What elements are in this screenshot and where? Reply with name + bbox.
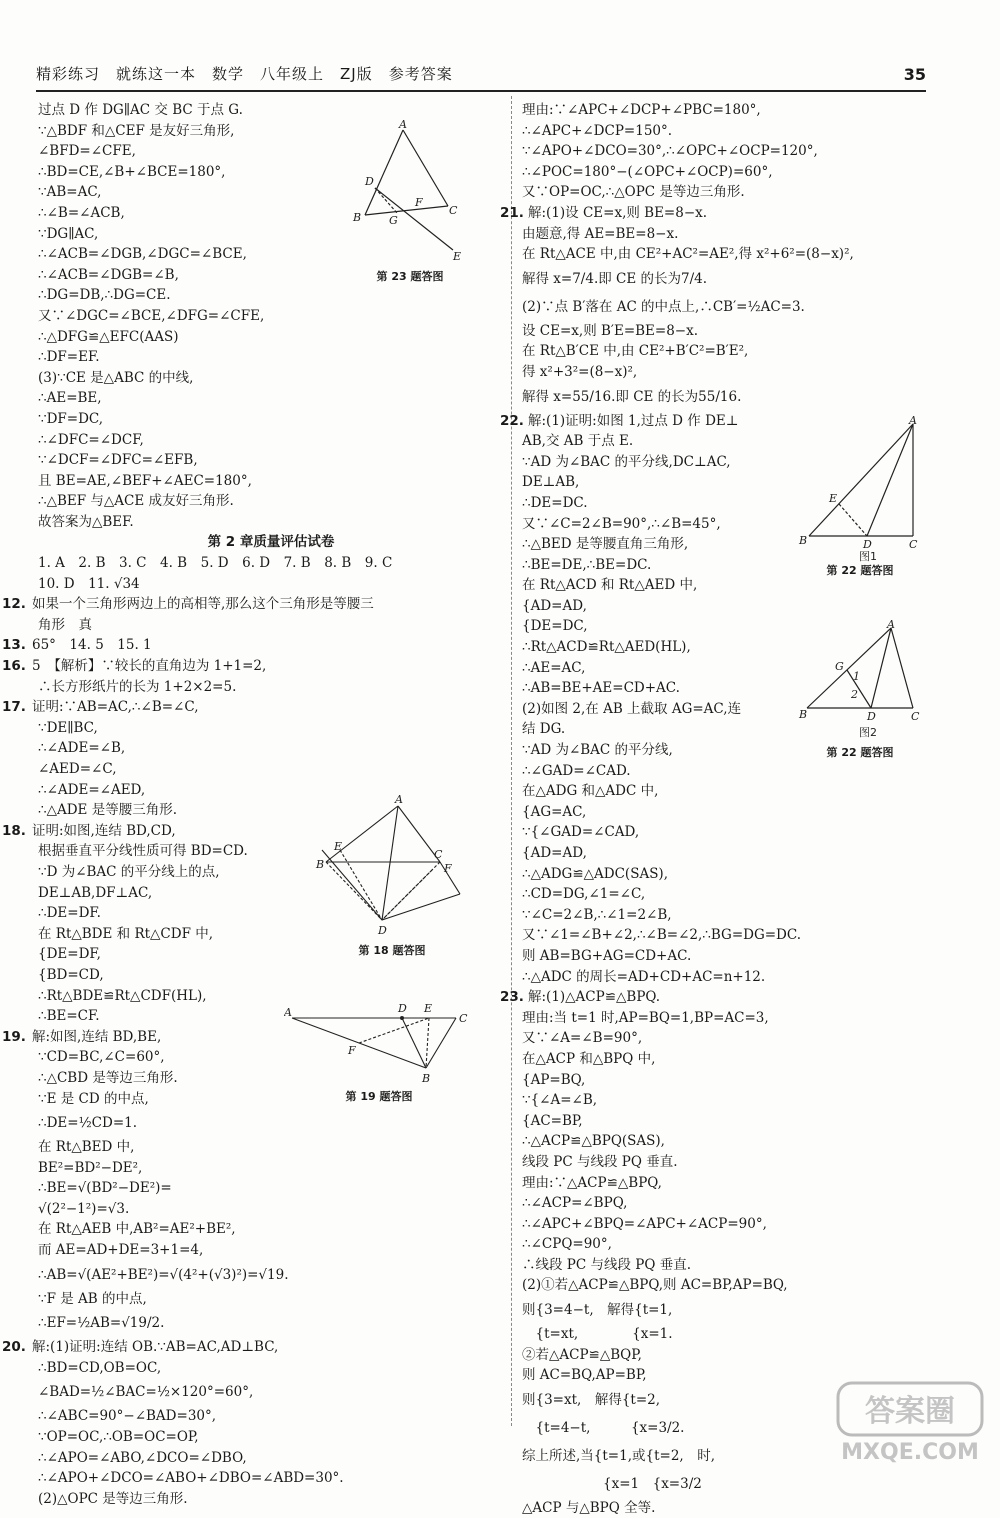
line-text: {AD=AD, xyxy=(522,597,587,614)
line-text: DE⊥AB, xyxy=(522,474,580,491)
line-text: (2)如图 2,在 AB 上截取 AG=AC,连 xyxy=(522,700,742,717)
text-line xyxy=(522,383,962,411)
fig22a-label-D: D xyxy=(863,538,872,551)
text-line xyxy=(522,946,962,967)
figure-22-2-drawing xyxy=(795,618,925,744)
text-line xyxy=(522,1173,962,1194)
text-line xyxy=(38,409,504,430)
text-line xyxy=(38,1199,504,1220)
figure-18-drawing xyxy=(312,792,472,942)
fig18-label-B: B xyxy=(316,858,325,871)
line-text: ∴线段 PC 与线段 PQ 垂直. xyxy=(522,1256,692,1273)
fig22b-label-2: 2 xyxy=(851,688,858,701)
text-line xyxy=(522,596,962,617)
header-title: 精彩练习 就练这一本 数学 八年级上 ZJ版 参考答案 xyxy=(36,65,453,83)
line-text: ∴AB=BE+AE=CD+AC. xyxy=(522,680,680,697)
text-line xyxy=(38,1378,504,1406)
fig22a-sub: 图1 xyxy=(859,550,877,562)
line-text: (2)△OPC 是等边三角形. xyxy=(38,1490,188,1507)
fig19-label-A: A xyxy=(284,1006,292,1019)
watermark-text-1: 答案圈 xyxy=(865,1394,955,1429)
text-line xyxy=(522,575,962,596)
figure-18-caption: 第 18 题答图 xyxy=(358,944,426,957)
text-line xyxy=(522,864,962,885)
fig22b-label-G: G xyxy=(835,660,844,673)
fig22b-label-A: A xyxy=(887,618,895,631)
text-line xyxy=(38,1309,504,1337)
text-line xyxy=(522,244,962,265)
text-line xyxy=(522,162,962,183)
line-text: 证明:∵AB=AC,∴∠B=∠C, xyxy=(32,699,199,716)
line-text: ∴AE=AC, xyxy=(522,659,586,676)
text-line xyxy=(522,781,962,802)
text-line xyxy=(522,802,962,823)
line-text: ∵∠C=2∠B,∴∠1=2∠B, xyxy=(522,906,672,923)
line-text: (2)∵点 B′落在 AC 的中点上,∴CB′=½AC=3. xyxy=(522,298,805,315)
line-text: ∴∠B=∠ACB, xyxy=(38,204,125,221)
line-text: ∴BD=CE,∠B+∠BCE=180°, xyxy=(38,163,226,180)
line-text: 在△ADG 和△ADC 中, xyxy=(522,783,659,800)
text-line xyxy=(522,905,962,926)
text-line xyxy=(38,553,504,574)
text-line xyxy=(522,1296,962,1324)
text-line xyxy=(522,1193,962,1214)
line-text: 又∵∠DGC=∠BCE,∠DFG=∠CFE, xyxy=(38,307,265,324)
line-text: ∵D 为∠BAC 的平分线上的点, xyxy=(38,863,220,880)
problem-number: 13. xyxy=(2,637,26,654)
figure-22-caption-1: 第 22 题答图 xyxy=(826,564,894,577)
text-line xyxy=(38,574,504,595)
line-text: 则 AB=BG+AG=CD+AC. xyxy=(522,947,692,964)
fig18-label-C: C xyxy=(434,848,443,861)
text-line xyxy=(2,697,504,718)
text-line xyxy=(522,761,962,782)
line-text: ∴△ADC 的周长=AD+CD+AC=n+12. xyxy=(522,968,766,985)
text-line xyxy=(38,388,504,409)
text-line xyxy=(38,430,504,451)
line-text: 证明:如图,连结 BD,CD, xyxy=(32,822,176,839)
fig19-label-D: D xyxy=(398,1002,407,1015)
text-line xyxy=(38,677,504,698)
text-line xyxy=(38,368,504,389)
fig22b-label-C: C xyxy=(911,710,920,723)
figure-19-caption: 第 19 题答图 xyxy=(345,1090,413,1103)
line-text: ∴DE=½CD=1. xyxy=(38,1115,138,1132)
line-text: 解得 x=7/4.即 CE 的长为7/4. xyxy=(522,270,708,287)
fig19-label-C: C xyxy=(459,1012,468,1025)
text-line xyxy=(522,182,962,203)
text-line xyxy=(522,121,962,142)
section-title xyxy=(38,532,504,553)
text-line xyxy=(522,1131,962,1152)
text-line xyxy=(38,1427,504,1448)
line-text: ∴∠ADE=∠AED, xyxy=(38,781,146,798)
text-line xyxy=(522,1345,962,1366)
line-text: ∴BE=DE,∴BE=DC. xyxy=(522,556,652,573)
line-text: ∵DG∥AC, xyxy=(38,225,99,242)
watermark-text-2: MXQE.COM xyxy=(841,1440,979,1465)
line-text: 则{3=4−t, 解得{t=1, xyxy=(522,1302,673,1319)
problem-number: 19. xyxy=(2,1028,26,1045)
text-line xyxy=(522,1070,962,1091)
text-line xyxy=(38,285,504,306)
fig22a-label-C: C xyxy=(909,538,918,551)
line-text: 故答案为△BEF. xyxy=(38,513,134,530)
line-text: 结 DG. xyxy=(522,721,566,738)
fig19-label-E: E xyxy=(424,1002,433,1015)
fig23-label-E: E xyxy=(453,250,462,263)
line-text: ∵{∠A=∠B, xyxy=(522,1092,598,1109)
line-text: 而 AE=AD+DE=3+1=4, xyxy=(38,1242,204,1259)
line-text: {x=1 {x=3/2 xyxy=(522,1475,702,1492)
text-line xyxy=(522,1275,962,1296)
line-text: 如果一个三角形两边上的高相等,那么这个三角形是等腰三 xyxy=(32,596,374,613)
problem-number: 12. xyxy=(2,596,26,613)
line-text: ∴∠ACB=∠DGB=∠B, xyxy=(38,266,179,283)
line-text: 10. D 11. √34 xyxy=(38,575,140,592)
page-header xyxy=(36,58,926,92)
line-text: 角形 真 xyxy=(38,616,92,633)
line-text: {BD=CD, xyxy=(38,966,104,983)
problem-number: 23. xyxy=(500,989,524,1006)
text-line xyxy=(522,321,962,342)
line-text: ∴△BEF 与△ACE 成友好三角形. xyxy=(38,493,234,510)
text-line xyxy=(38,327,504,348)
line-text: ∴DF=EF. xyxy=(38,349,100,366)
fig22a-label-A: A xyxy=(909,416,917,427)
text-line xyxy=(522,265,962,293)
figure-18 xyxy=(312,792,472,958)
text-line xyxy=(2,635,504,656)
line-text: ∴EF=½AB=√19/2. xyxy=(38,1315,165,1332)
line-text: ∴∠APC+∠BPQ=∠APC+∠ACP=90°, xyxy=(522,1215,767,1232)
line-text: ∵AD 为∠BAC 的平分线, xyxy=(522,742,673,759)
text-line xyxy=(38,1219,504,1240)
line-text: ∵F 是 AB 的中点, xyxy=(38,1290,147,1307)
text-line xyxy=(522,1324,962,1345)
line-text: {AP=BQ, xyxy=(522,1071,586,1088)
fig23-label-B: B xyxy=(353,211,362,224)
line-text: {t=xt, {x=1. xyxy=(522,1326,673,1343)
text-line xyxy=(38,347,504,368)
text-line xyxy=(522,1234,962,1255)
line-text: ∴∠DFC=∠DCF, xyxy=(38,431,144,448)
line-text: 设 CE=x,则 B′E=BE=8−x. xyxy=(522,322,699,339)
line-text: 理由:当 t=1 时,AP=BQ=1,BP=AC=3, xyxy=(522,1009,769,1026)
figure-22-caption-2: 第 22 题答图 xyxy=(826,746,894,759)
text-line xyxy=(522,1111,962,1132)
line-text: ∴△BED 是等腰直角三角形, xyxy=(522,536,689,553)
line-text: ∵DE∥BC, xyxy=(38,719,98,736)
problem-number: 18. xyxy=(2,822,26,839)
text-line xyxy=(522,1214,962,1235)
line-text: ∴BE=√(BD²−DE²)= xyxy=(38,1180,172,1197)
line-text: 在 Rt△BED 中, xyxy=(38,1139,135,1156)
figure-23-drawing xyxy=(345,118,475,268)
text-line xyxy=(522,1470,962,1498)
text-line xyxy=(38,1178,504,1199)
fig22a-label-B: B xyxy=(799,534,808,547)
line-text: ∴∠ABC=90°−∠BAD=30°, xyxy=(38,1408,217,1425)
line-text: {DE=DF, xyxy=(38,946,101,963)
fig23-label-C: C xyxy=(449,204,458,217)
text-line xyxy=(38,1261,504,1289)
line-text: {AG=AC, xyxy=(522,803,587,820)
text-line xyxy=(38,491,504,512)
text-line xyxy=(500,203,962,224)
line-text: 又∵∠1=∠B+∠2,∴∠B=∠2,∴BG=DG=DC. xyxy=(522,927,802,944)
text-line xyxy=(2,1337,504,1358)
line-text: 解得 x=55/16.即 CE 的长为55/16. xyxy=(522,388,742,405)
line-text: 理由:∵∠APC+∠DCP+∠PBC=180°, xyxy=(522,102,761,118)
line-text: ∴∠ACB=∠DGB,∠DGC=∠BCE, xyxy=(38,246,247,263)
line-text: ∴∠CPQ=90°, xyxy=(522,1236,612,1253)
line-text: 在 Rt△ACE 中,由 CE²+AC²=AE²,得 x²+6²=(8−x)², xyxy=(522,246,854,263)
line-text: √(2²−1²)=√3. xyxy=(38,1200,130,1217)
line-text: 又∵∠C=2∠B=90°,∴∠B=45°, xyxy=(522,515,721,532)
line-text: BE²=BD²−DE², xyxy=(38,1159,143,1176)
text-line xyxy=(38,1406,504,1427)
text-line xyxy=(522,100,962,121)
problem-number: 16. xyxy=(2,658,26,675)
problem-number: 17. xyxy=(2,699,26,716)
line-text: ∴CD=DG,∠1=∠C, xyxy=(522,886,646,903)
fig22b-sub: 图2 xyxy=(859,726,877,739)
fig23-label-G: G xyxy=(389,214,398,227)
fig18-label-F: F xyxy=(444,862,452,875)
line-text: ∴△ACP≌△BPQ(SAS), xyxy=(522,1133,665,1150)
text-line xyxy=(522,1049,962,1070)
line-text: ∴∠ADE=∠B, xyxy=(38,740,126,757)
text-line xyxy=(522,884,962,905)
text-line xyxy=(38,1289,504,1310)
fig18-label-A: A xyxy=(395,793,403,806)
line-text: 在△ACP 和△BPQ 中, xyxy=(522,1050,656,1067)
text-line xyxy=(522,362,962,383)
fig23-label-D: D xyxy=(365,175,374,188)
text-line xyxy=(500,987,962,1008)
line-text: DE⊥AB,DF⊥AC, xyxy=(38,884,153,901)
line-text: {DE=DC, xyxy=(522,618,588,635)
line-text: ∵△BDF 和△CEF 是友好三角形, xyxy=(38,122,235,139)
line-text: ∴Rt△BDE≌Rt△CDF(HL), xyxy=(38,987,207,1004)
line-text: 解:(1)设 CE=x,则 BE=8−x. xyxy=(528,204,708,221)
text-line xyxy=(38,738,504,759)
text-line xyxy=(2,594,504,615)
text-line xyxy=(38,306,504,327)
line-text: ∵E 是 CD 的中点, xyxy=(38,1090,149,1107)
line-text: ∴∠APO+∠DCO=∠ABO+∠DBO=∠ABD=30°. xyxy=(38,1470,344,1487)
text-line xyxy=(522,224,962,245)
line-text: 解:(1)证明:如图 1,过点 D 作 DE⊥ xyxy=(528,412,739,429)
fig23-label-F: F xyxy=(415,196,423,209)
text-line xyxy=(38,1448,504,1469)
fig19-label-B: B xyxy=(422,1072,431,1085)
fig19-label-F: F xyxy=(348,1044,356,1057)
line-text: 又∵OP=OC,∴△OPC 是等边三角形. xyxy=(522,184,745,201)
line-text: AB,交 AB 于点 E. xyxy=(522,433,634,450)
text-line xyxy=(522,1028,962,1049)
line-text: ∵{∠GAD=∠CAD, xyxy=(522,824,640,841)
fig22b-label-D: D xyxy=(867,710,876,723)
text-line xyxy=(522,822,962,843)
line-text: 综上所述,当{t=1,或{t=2, 时, xyxy=(522,1447,715,1464)
figure-23 xyxy=(345,118,475,284)
fig18-label-D: D xyxy=(378,924,387,937)
line-text: ∵CD=BC,∠C=60°, xyxy=(38,1049,165,1066)
line-text: ∴BD=CD,OB=OC, xyxy=(38,1359,162,1376)
figure-19 xyxy=(284,1002,474,1104)
line-text: 且 BE=AE,∠BEF+∠AEC=180°, xyxy=(38,472,252,489)
line-text: ∵∠DCF=∠DFC=∠EFB, xyxy=(38,452,198,469)
line-text: ∴Rt△ACD≌Rt△AED(HL), xyxy=(522,639,691,656)
line-text: ∴△ADG≌△ADC(SAS), xyxy=(522,865,668,882)
line-text: 解:(1)△ACP≌△BPQ. xyxy=(528,989,661,1006)
line-text: 65° 14. 5 15. 1 xyxy=(32,637,152,654)
line-text: 由题意,得 AE=BE=8−x. xyxy=(522,225,679,242)
line-text: ∴∠GAD=∠CAD. xyxy=(522,762,631,779)
text-line xyxy=(2,656,504,677)
figure-22-2 xyxy=(795,618,925,760)
line-text: 则 AC=BQ,AP=BP, xyxy=(522,1367,647,1384)
line-text: ∠BFD=∠CFE, xyxy=(38,143,136,160)
line-text: 1. A 2. B 3. C 4. B 5. D 6. D 7. B 8. B 9. C xyxy=(38,555,393,572)
line-text: 第 2 章质量评估试卷 xyxy=(207,534,335,551)
line-text: 理由:∵△ACP≌△BPQ, xyxy=(522,1174,662,1191)
line-text: 线段 PC 与线段 PQ 垂直. xyxy=(522,1153,678,1170)
problem-number: 20. xyxy=(2,1339,26,1356)
right-column xyxy=(500,100,962,1518)
line-text: ∴∠APC+∠DCP=150°. xyxy=(522,122,673,139)
text-line xyxy=(522,1008,962,1029)
line-text: ∠AED=∠C, xyxy=(38,761,117,777)
line-text: ∴BE=CF. xyxy=(38,1008,100,1025)
line-text: ∴AE=BE, xyxy=(38,390,102,407)
line-text: 在 Rt△ACD 和 Rt△AED 中, xyxy=(522,577,698,594)
line-text: ∴DG=DB,∴DG=CE. xyxy=(38,287,171,304)
line-text: ②若△ACP≌△BQP, xyxy=(522,1346,642,1363)
line-text: 则{3=xt, 解得{t=2, xyxy=(522,1391,661,1408)
text-line xyxy=(522,843,962,864)
line-text: 解:(1)证明:连结 OB.∵AB=AC,AD⊥BC, xyxy=(32,1339,279,1356)
line-text: 得 x²+3²=(8−x)², xyxy=(522,363,638,380)
line-text: ∵OP=OC,∴OB=OC=OP, xyxy=(38,1429,199,1446)
fig23-label-A: A xyxy=(399,118,407,131)
watermark-logo xyxy=(834,1379,986,1467)
column-divider xyxy=(511,96,512,1426)
line-text: 在 Rt△AEB 中,AB²=AE²+BE², xyxy=(38,1221,236,1238)
line-text: ∵DF=DC, xyxy=(38,410,104,427)
line-text: ∴长方形纸片的长为 1+2×2=5. xyxy=(38,678,237,695)
text-line xyxy=(38,1240,504,1261)
text-line xyxy=(522,1255,962,1276)
line-text: ∵AD 为∠BAC 的平分线,DC⊥AC, xyxy=(522,453,731,470)
text-line xyxy=(522,141,962,162)
fig22b-label-B: B xyxy=(799,708,808,721)
text-line xyxy=(38,1468,504,1489)
text-line xyxy=(522,925,962,946)
line-text: 在 Rt△B′CE 中,由 CE²+B′C²=B′E², xyxy=(522,343,749,360)
figure-23-caption: 第 23 题答图 xyxy=(376,270,444,283)
fig22a-label-E: E xyxy=(829,492,838,505)
line-text: {t=4−t, {x=3/2. xyxy=(522,1419,685,1436)
figure-22-1-drawing xyxy=(795,416,925,562)
text-line xyxy=(38,718,504,739)
line-text: ∵∠APO+∠DCO=30°,∴∠OPC+∠OCP=120°, xyxy=(522,143,818,160)
text-line xyxy=(38,759,504,780)
line-text: ∠BAD=½∠BAC=½×120°=60°, xyxy=(38,1384,254,1401)
text-line xyxy=(38,512,504,533)
page-number: 35 xyxy=(903,65,926,84)
line-text: ∴DE=DC. xyxy=(522,494,588,511)
text-line xyxy=(38,1109,504,1137)
text-line xyxy=(522,1090,962,1111)
line-text: ∴△DFG≌△EFC(AAS) xyxy=(38,328,179,345)
text-line xyxy=(38,1137,504,1158)
line-text: △ACP 与△BPQ 全等. xyxy=(522,1499,656,1516)
figure-22-1 xyxy=(795,416,925,578)
text-line xyxy=(522,1498,962,1518)
problem-number: 22. xyxy=(500,412,524,429)
text-line xyxy=(38,471,504,492)
line-text: ∵AB=AC, xyxy=(38,184,102,201)
problem-number: 21. xyxy=(500,204,524,221)
text-line xyxy=(522,293,962,321)
line-text: ∴DE=DF. xyxy=(38,905,101,922)
line-text: {AC=BP, xyxy=(522,1112,583,1129)
line-text: ∴△CBD 是等边三角形. xyxy=(38,1069,178,1086)
line-text: ∴∠ACP=∠BPQ, xyxy=(522,1195,628,1212)
text-line xyxy=(522,967,962,988)
text-line xyxy=(38,1158,504,1179)
line-text: {AD=AD, xyxy=(522,845,587,861)
text-line xyxy=(38,1489,504,1510)
line-text: ∴∠POC=180°−(∠OPC+∠OCP)=60°, xyxy=(522,163,773,180)
line-text: 根据垂直平分线性质可得 BD=CD. xyxy=(38,843,248,860)
line-text: 在 Rt△BDE 和 Rt△CDF 中, xyxy=(38,925,214,942)
text-line xyxy=(38,965,504,986)
line-text: 5 【解析】∵较长的直角边为 1+1=2, xyxy=(32,658,267,675)
line-text: (3)∵CE 是△ABC 的中线, xyxy=(38,369,194,386)
fig22b-label-1: 1 xyxy=(853,670,860,683)
text-line xyxy=(38,450,504,471)
text-line xyxy=(522,341,962,362)
line-text: ∴△ADE 是等腰三角形. xyxy=(38,802,177,819)
line-text: (2)①若△ACP≌△BPQ,则 AC=BP,AP=BQ, xyxy=(522,1277,788,1294)
line-text: ∴∠APO=∠ABO,∠DCO=∠DBO, xyxy=(38,1449,247,1466)
text-line xyxy=(38,1358,504,1379)
line-text: 又∵∠A=∠B=90°, xyxy=(522,1030,643,1047)
text-line xyxy=(38,615,504,636)
figure-19-drawing xyxy=(284,1002,474,1088)
line-text: 解:如图,连结 BD,BE, xyxy=(32,1028,162,1045)
text-line xyxy=(522,1152,962,1173)
line-text: 过点 D 作 DG∥AC 交 BC 于点 G. xyxy=(38,102,243,118)
fig18-label-E: E xyxy=(334,840,343,853)
line-text: ∴AB=√(AE²+BE²)=√(4²+(√3)²)=√19. xyxy=(38,1266,289,1283)
